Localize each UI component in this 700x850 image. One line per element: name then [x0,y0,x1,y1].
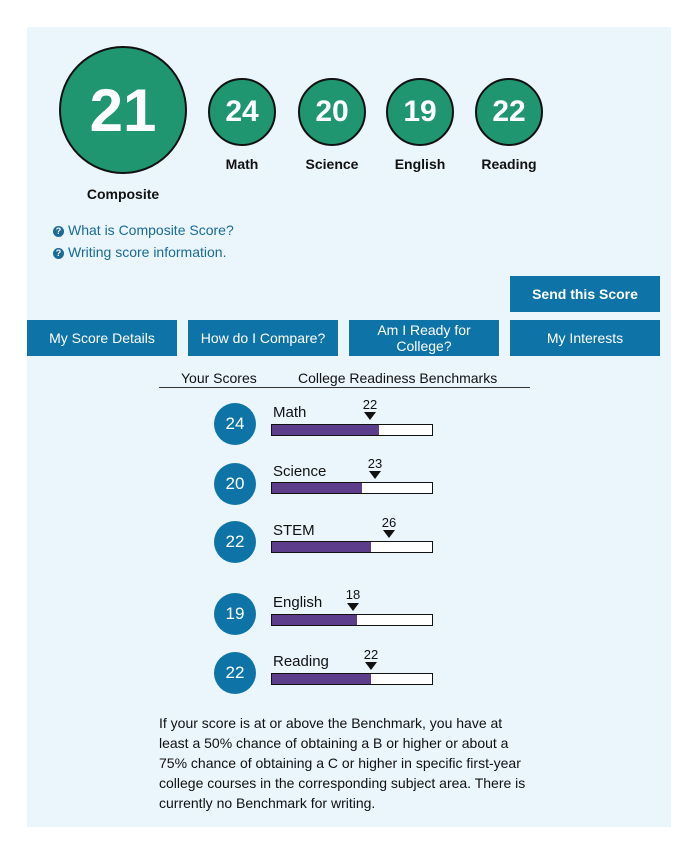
science-bar-fill [272,483,362,493]
english-bar-fill [272,615,357,625]
science-bar [271,482,433,494]
composite-label: Composite [86,186,160,202]
science-row-name: Science [273,463,327,480]
english-benchmark-value: 18 [345,587,361,602]
science-row-score: 20 [214,463,256,505]
stem-benchmark-marker-icon [383,530,395,538]
reading-benchmark-value: 22 [363,647,379,662]
english-row-name: English [273,594,323,611]
reading-row-name: Reading [273,653,329,670]
reading-bar [271,673,433,685]
reading-row-score: 22 [214,652,256,694]
math-label: Math [225,156,259,172]
your-scores-header: Your Scores [181,370,257,386]
question-icon: ? [53,226,64,237]
composite-score-value: 21 [89,76,157,144]
reading-label: Reading [481,156,537,172]
math-benchmark-value: 22 [362,397,378,412]
score-details-button[interactable]: My Score Details [27,320,177,356]
compare-button[interactable]: How do I Compare? [188,320,338,356]
interests-button[interactable]: My Interests [510,320,660,356]
english-score-value: 19 [403,95,437,128]
composite-info-text: What is Composite Score? [68,222,234,238]
benchmark-explanation: If your score is at or above the Benchmark, you have at least a 50% chance of obtaining a B or higher or about a 75% chance of obtaining a C or higher in specific first-year college courses in the corresponding subject area. There is currently no Benchmark for writing. [159,715,526,811]
science-score-value: 20 [315,95,349,128]
ready-for-college-button[interactable]: Am I Ready for College? [349,320,499,356]
reading-score-value: 22 [492,95,526,128]
english-row-score: 19 [214,593,256,635]
reading-bar-fill [272,674,371,684]
science-benchmark-marker-icon [369,471,381,479]
writing-info-text: Writing score information. [68,244,227,260]
science-benchmark-value: 23 [367,456,383,471]
header-divider [159,387,530,388]
english-label: English [394,156,446,172]
science-label: Science [305,156,359,172]
question-icon: ? [53,248,64,259]
stem-benchmark-value: 26 [381,515,397,530]
reading-score-circle [475,78,543,146]
english-score-circle [386,78,454,146]
composite-info-link[interactable] [53,222,234,238]
stem-bar-fill [272,542,371,552]
benchmarks-header: College Readiness Benchmarks [298,370,498,386]
reading-benchmark-marker-icon [365,662,377,670]
stem-row-score: 22 [214,521,256,563]
send-score-button[interactable]: Send this Score [510,276,660,312]
math-benchmark-marker-icon [364,412,376,420]
math-row-name: Math [273,404,307,421]
math-bar [271,424,433,436]
stem-bar [271,541,433,553]
math-score-circle [208,78,276,146]
writing-info-link[interactable] [53,244,226,260]
math-score-value: 24 [225,95,259,128]
math-row-score: 24 [214,403,256,445]
stem-row-name: STEM [273,522,315,539]
english-benchmark-marker-icon [347,603,359,611]
math-bar-fill [272,425,379,435]
english-bar [271,614,433,626]
science-score-circle [298,78,366,146]
composite-score-circle [59,46,187,174]
